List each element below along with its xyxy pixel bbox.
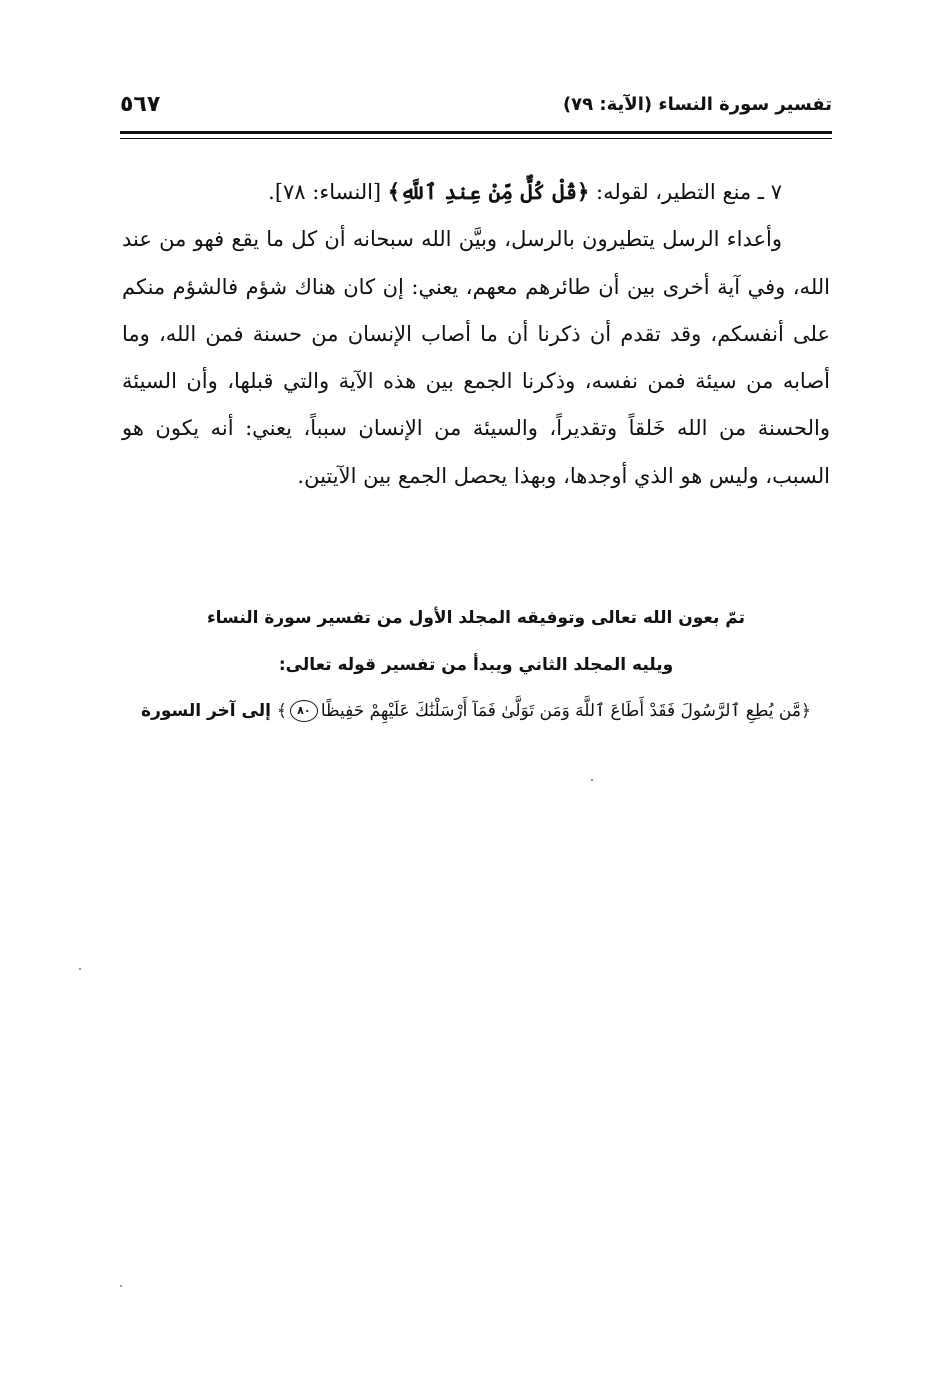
page-number: ٥٦٧ bbox=[120, 92, 161, 117]
paper-speck bbox=[79, 968, 81, 970]
page-header bbox=[120, 92, 832, 128]
header-rule-thick bbox=[120, 131, 832, 134]
body-text bbox=[122, 168, 830, 500]
point-7-prefix: ٧ ـ منع التطير، لقوله: bbox=[589, 180, 782, 204]
verse-number-marker: ٨٠ bbox=[290, 700, 318, 722]
point-7 bbox=[122, 168, 830, 216]
quran-quote: ﴿قُلْ كُلٌّ مِّنْ عِندِ ٱللَّهِ﴾ bbox=[387, 179, 590, 204]
quran-reference: [النساء: ٧٨]. bbox=[268, 180, 388, 204]
closing-line-2: ويليه المجلد الثاني ويبدأ من تفسير قوله تعالى: bbox=[278, 655, 674, 675]
closing-line-1: تمّ بعون الله تعالى وتوفيقه المجلد الأول من تفسير سورة النساء bbox=[206, 608, 746, 628]
running-title: تفسير سورة النساء (الآية: ٧٩) bbox=[562, 94, 832, 115]
paper-speck bbox=[591, 779, 593, 781]
verse-close-bracket: ﴾ bbox=[276, 701, 287, 721]
closing-line-3 bbox=[122, 700, 830, 722]
next-volume-verse: ﴿مَّن يُطِعِ ٱلرَّسُولَ فَقَدْ أَطَاعَ ٱللَّهَ وَمَن تَوَلَّىٰ فَمَآ أَرْسَلْنَٰكَ عَلَيْهِمْ حَفِيظًا bbox=[320, 701, 811, 721]
paper-speck bbox=[120, 1285, 122, 1287]
header-rule-thin bbox=[120, 138, 832, 139]
closing-suffix: إلى آخر السورة bbox=[141, 701, 277, 721]
explanation-paragraph: وأعداء الرسل يتطيرون بالرسل، وبيَّن الله سبحانه أن كل ما يقع فهو من عند الله، وفي آية أخرى بين أن طائرهم معهم، يعني: إن كان هناك شؤم فالشؤم منكم على أنفسكم، وقد تقدم أن ذكرنا أن ما أصاب الإنسان من حسنة فمن الله، وما أصابه من سيئة فمن نفسه، وذكرنا الجمع بين هذه الآية والتي قبلها، وأن السيئة والحسنة من الله خَلقاً وتقديراً، والسيئة من الإنسان سبباً، يعني: أنه يكون هو السبب، وليس هو الذي أوجدها، وبهذا يحصل الجمع بين الآيتين. bbox=[122, 227, 830, 488]
